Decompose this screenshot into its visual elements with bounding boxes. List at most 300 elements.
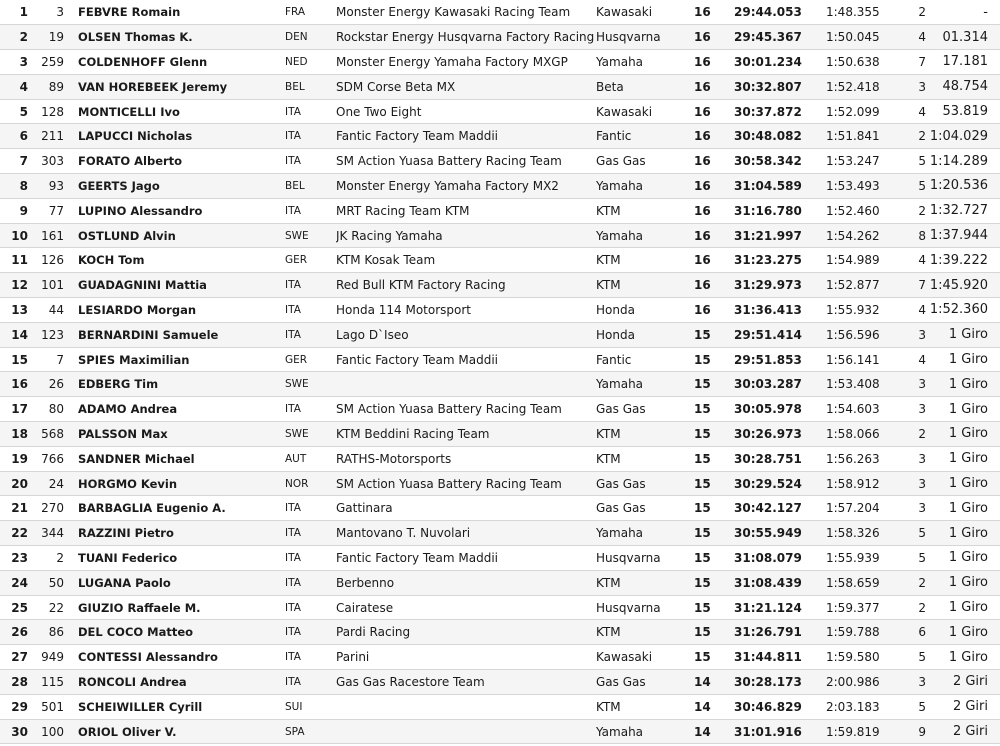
best-lap-number-cell: 3 (918, 674, 926, 689)
nationality-cell: ITA (285, 204, 301, 217)
position-cell: 20 (11, 476, 28, 491)
number-cell: 7 (56, 352, 64, 367)
laps-cell: 15 (694, 402, 711, 417)
gap-cell: 1 Giro (948, 476, 988, 492)
number-cell: 949 (41, 650, 64, 665)
best-lap-number-cell: 4 (918, 302, 926, 317)
table-row (0, 422, 1000, 447)
position-cell: 25 (11, 600, 28, 615)
team-cell: KTM Beddini Racing Team (336, 426, 490, 441)
total-time-cell: 30:01.234 (734, 54, 802, 69)
table-row (0, 124, 1000, 149)
position-cell: 1 (19, 5, 28, 20)
best-lap-time-cell: 2:00.986 (826, 674, 880, 689)
best-lap-time-cell: 1:52.460 (826, 203, 880, 218)
gap-cell: 1 Giro (948, 451, 988, 467)
total-time-cell: 31:21.124 (734, 600, 802, 615)
best-lap-time-cell: 1:56.141 (826, 352, 880, 367)
number-cell: 80 (48, 402, 64, 417)
laps-cell: 16 (694, 228, 711, 243)
laps-cell: 16 (694, 253, 711, 268)
number-cell: 128 (41, 104, 64, 119)
position-cell: 3 (19, 54, 28, 69)
best-lap-number-cell: 5 (918, 526, 926, 541)
motorcycle-cell: KTM (596, 575, 621, 590)
nationality-cell: GER (285, 353, 308, 366)
gap-cell: 1:45.920 (929, 277, 988, 293)
total-time-cell: 31:04.589 (734, 178, 802, 193)
laps-cell: 15 (694, 501, 711, 516)
best-lap-time-cell: 1:57.204 (826, 501, 880, 516)
motorcycle-cell: KTM (596, 253, 621, 268)
laps-cell: 14 (694, 724, 711, 739)
gap-cell: 1:37.944 (929, 228, 988, 244)
best-lap-number-cell: 3 (918, 327, 926, 342)
team-cell: Monster Energy Yamaha Factory MX2 (336, 178, 559, 193)
rider-name-cell: GUADAGNINI Mattia (78, 278, 207, 293)
motorcycle-cell: Gas Gas (596, 674, 646, 689)
best-lap-time-cell: 1:58.912 (826, 476, 880, 491)
team-cell: KTM Kosak Team (336, 253, 436, 268)
team-cell: Mantovano T. Nuvolari (336, 526, 471, 541)
total-time-cell: 30:32.807 (734, 79, 802, 94)
position-cell: 16 (11, 377, 28, 392)
total-time-cell: 31:44.811 (734, 650, 802, 665)
gap-cell: 2 Giri (952, 674, 988, 690)
best-lap-time-cell: 1:59.580 (826, 650, 880, 665)
best-lap-time-cell: 1:55.932 (826, 302, 880, 317)
total-time-cell: 31:08.079 (734, 550, 802, 565)
best-lap-number-cell: 2 (918, 5, 926, 20)
total-time-cell: 30:29.524 (734, 476, 802, 491)
nationality-cell: FRA (285, 6, 306, 19)
rider-name-cell: LUGANA Paolo (78, 575, 171, 590)
laps-cell: 15 (694, 327, 711, 342)
position-cell: 28 (11, 674, 28, 689)
gap-cell: 2 Giri (952, 699, 988, 715)
team-cell: Honda 114 Motorsport (336, 302, 471, 317)
best-lap-time-cell: 1:51.841 (826, 129, 880, 144)
position-cell: 5 (19, 104, 28, 119)
team-cell: Berbenno (336, 575, 395, 590)
team-cell: Monster Energy Kawasaki Racing Team (336, 5, 571, 20)
team-cell: SM Action Yuasa Battery Racing Team (336, 476, 562, 491)
best-lap-time-cell: 1:50.638 (826, 54, 880, 69)
best-lap-time-cell: 1:53.247 (826, 154, 880, 169)
motorcycle-cell: Yamaha (596, 724, 644, 739)
rider-name-cell: VAN HOREBEEK Jeremy (78, 79, 228, 94)
total-time-cell: 30:58.342 (734, 154, 802, 169)
table-row (0, 719, 1000, 744)
gap-cell: 1 Giro (948, 426, 988, 442)
nationality-cell: ITA (285, 675, 301, 688)
number-cell: 161 (41, 228, 64, 243)
team-cell: Rockstar Energy Husqvarna Factory Racing (336, 30, 595, 45)
laps-cell: 15 (694, 625, 711, 640)
gap-cell: 1 Giro (948, 649, 988, 665)
table-row (0, 645, 1000, 670)
number-cell: 568 (41, 426, 64, 441)
motorcycle-cell: Yamaha (596, 228, 644, 243)
nationality-cell: ITA (285, 576, 301, 589)
motorcycle-cell: Beta (596, 79, 624, 94)
best-lap-number-cell: 4 (918, 104, 926, 119)
total-time-cell: 29:45.367 (734, 30, 802, 45)
total-time-cell: 31:23.275 (734, 253, 802, 268)
best-lap-time-cell: 1:50.045 (826, 30, 880, 45)
position-cell: 21 (11, 501, 28, 516)
team-cell: One Two Eight (336, 104, 422, 119)
motorcycle-cell: Yamaha (596, 178, 644, 193)
best-lap-number-cell: 7 (918, 278, 926, 293)
motorcycle-cell: Gas Gas (596, 402, 646, 417)
best-lap-time-cell: 1:52.877 (826, 278, 880, 293)
rider-name-cell: SANDNER Michael (78, 451, 195, 466)
table-row (0, 471, 1000, 496)
nationality-cell: ITA (285, 105, 301, 118)
nationality-cell: SWE (285, 229, 309, 242)
number-cell: 101 (41, 278, 64, 293)
rider-name-cell: CONTESSI Alessandro (78, 650, 218, 665)
best-lap-time-cell: 1:54.603 (826, 402, 880, 417)
team-cell: Fantic Factory Team Maddii (336, 129, 498, 144)
motorcycle-cell: KTM (596, 426, 621, 441)
total-time-cell: 31:01.916 (734, 724, 802, 739)
position-cell: 10 (11, 228, 28, 243)
team-cell (336, 694, 596, 719)
best-lap-time-cell: 1:54.989 (826, 253, 880, 268)
rider-name-cell: RAZZINI Pietro (78, 526, 174, 541)
number-cell: 766 (41, 451, 64, 466)
best-lap-number-cell: 2 (918, 203, 926, 218)
best-lap-time-cell: 1:55.939 (826, 550, 880, 565)
gap-cell: 1 Giro (948, 624, 988, 640)
team-cell: Gattinara (336, 501, 393, 516)
position-cell: 14 (11, 327, 28, 342)
total-time-cell: 30:26.973 (734, 426, 802, 441)
total-time-cell: 29:51.414 (734, 327, 802, 342)
table-row (0, 670, 1000, 695)
best-lap-number-cell: 4 (918, 30, 926, 45)
table-row (0, 595, 1000, 620)
gap-cell: 1 Giro (948, 500, 988, 516)
position-cell: 2 (19, 30, 28, 45)
team-cell (336, 372, 596, 397)
best-lap-number-cell: 5 (918, 178, 926, 193)
nationality-cell: ITA (285, 155, 301, 168)
number-cell: 24 (48, 476, 64, 491)
total-time-cell: 30:46.829 (734, 699, 802, 714)
gap-cell: 1:52.360 (929, 302, 988, 318)
team-cell: Cairatese (336, 600, 394, 615)
table-row (0, 694, 1000, 719)
best-lap-number-cell: 2 (918, 600, 926, 615)
position-cell: 29 (11, 699, 28, 714)
motorcycle-cell: Husqvarna (596, 30, 661, 45)
motorcycle-cell: KTM (596, 451, 621, 466)
gap-cell: 1 Giro (948, 575, 988, 591)
number-cell: 344 (41, 526, 64, 541)
gap-cell: 01.314 (942, 29, 988, 45)
number-cell: 22 (48, 600, 64, 615)
nationality-cell: ITA (285, 601, 301, 614)
best-lap-number-cell: 9 (918, 724, 926, 739)
total-time-cell: 30:03.287 (734, 377, 802, 392)
rider-name-cell: DEL COCO Matteo (78, 625, 194, 640)
rider-name-cell: KOCH Tom (78, 253, 145, 268)
table-row (0, 620, 1000, 645)
nationality-cell: ITA (285, 403, 301, 416)
best-lap-time-cell: 1:59.377 (826, 600, 880, 615)
number-cell: 89 (48, 79, 64, 94)
best-lap-number-cell: 4 (918, 352, 926, 367)
best-lap-number-cell: 3 (918, 501, 926, 516)
motorcycle-cell: Kawasaki (596, 5, 653, 20)
gap-cell: 48.754 (942, 79, 988, 95)
nationality-cell: ITA (285, 527, 301, 540)
motorcycle-cell: Gas Gas (596, 501, 646, 516)
rider-name-cell: RONCOLI Andrea (78, 674, 187, 689)
total-time-cell: 30:42.127 (734, 501, 802, 516)
gap-cell: 1 Giro (948, 600, 988, 616)
number-cell: 93 (48, 178, 64, 193)
team-cell: MRT Racing Team KTM (336, 203, 470, 218)
best-lap-time-cell: 1:53.493 (826, 178, 880, 193)
position-cell: 13 (11, 302, 28, 317)
best-lap-time-cell: 1:58.066 (826, 426, 880, 441)
total-time-cell: 31:29.973 (734, 278, 802, 293)
motorcycle-cell: KTM (596, 203, 621, 218)
team-cell: SM Action Yuasa Battery Racing Team (336, 154, 562, 169)
laps-cell: 15 (694, 600, 711, 615)
team-cell (336, 719, 596, 744)
laps-cell: 16 (694, 129, 711, 144)
rider-name-cell: EDBERG Tim (78, 377, 159, 392)
number-cell: 77 (48, 203, 64, 218)
team-cell: SM Action Yuasa Battery Racing Team (336, 402, 562, 417)
laps-cell: 16 (694, 54, 711, 69)
laps-cell: 16 (694, 104, 711, 119)
number-cell: 259 (41, 54, 64, 69)
laps-cell: 15 (694, 550, 711, 565)
best-lap-number-cell: 3 (918, 377, 926, 392)
rider-name-cell: LUPINO Alessandro (78, 203, 203, 218)
gap-cell: 53.819 (942, 104, 988, 120)
table-row (0, 74, 1000, 99)
best-lap-number-cell: 3 (918, 476, 926, 491)
best-lap-time-cell: 1:59.819 (826, 724, 880, 739)
best-lap-time-cell: 1:52.418 (826, 79, 880, 94)
number-cell: 115 (41, 674, 64, 689)
team-cell: SDM Corse Beta MX (336, 79, 456, 94)
nationality-cell: ITA (285, 303, 301, 316)
table-row (0, 273, 1000, 298)
motorcycle-cell: Honda (596, 327, 635, 342)
gap-cell: 17.181 (942, 54, 988, 70)
gap-cell: 1 Giro (948, 327, 988, 343)
best-lap-number-cell: 6 (918, 625, 926, 640)
team-cell: Fantic Factory Team Maddii (336, 550, 498, 565)
position-cell: 15 (11, 352, 28, 367)
laps-cell: 16 (694, 278, 711, 293)
table-row (0, 521, 1000, 546)
rider-name-cell: SCHEIWILLER Cyrill (78, 699, 203, 714)
table-row (0, 322, 1000, 347)
position-cell: 24 (11, 575, 28, 590)
table-row (0, 397, 1000, 422)
total-time-cell: 30:05.978 (734, 402, 802, 417)
position-cell: 8 (19, 178, 28, 193)
best-lap-time-cell: 1:56.596 (826, 327, 880, 342)
laps-cell: 15 (694, 426, 711, 441)
best-lap-number-cell: 2 (918, 129, 926, 144)
number-cell: 126 (41, 253, 64, 268)
number-cell: 26 (48, 377, 64, 392)
total-time-cell: 31:26.791 (734, 625, 802, 640)
number-cell: 100 (41, 724, 64, 739)
gap-cell: 1 Giro (948, 352, 988, 368)
number-cell: 501 (41, 699, 64, 714)
number-cell: 19 (48, 30, 64, 45)
table-row (0, 198, 1000, 223)
total-time-cell: 30:48.082 (734, 129, 802, 144)
position-cell: 7 (19, 154, 28, 169)
position-cell: 19 (11, 451, 28, 466)
gap-cell: 2 Giri (952, 724, 988, 739)
number-cell: 270 (41, 501, 64, 516)
gap-cell: 1 Giro (948, 550, 988, 566)
gap-cell: - (983, 4, 988, 20)
table-row (0, 372, 1000, 397)
best-lap-time-cell: 2:03.183 (826, 699, 880, 714)
table-row (0, 223, 1000, 248)
nationality-cell: ITA (285, 551, 301, 564)
total-time-cell: 30:55.949 (734, 526, 802, 541)
best-lap-number-cell: 5 (918, 154, 926, 169)
best-lap-number-cell: 3 (918, 402, 926, 417)
table-row (0, 496, 1000, 521)
position-cell: 18 (11, 426, 28, 441)
nationality-cell: ITA (285, 279, 301, 292)
motorcycle-cell: Yamaha (596, 54, 644, 69)
number-cell: 123 (41, 327, 64, 342)
best-lap-time-cell: 1:59.788 (826, 625, 880, 640)
rider-name-cell: LAPUCCI Nicholas (78, 129, 193, 144)
table-row (0, 99, 1000, 124)
total-time-cell: 31:36.413 (734, 302, 802, 317)
best-lap-time-cell: 1:58.659 (826, 575, 880, 590)
total-time-cell: 29:51.853 (734, 352, 802, 367)
best-lap-time-cell: 1:56.263 (826, 451, 880, 466)
laps-cell: 16 (694, 302, 711, 317)
number-cell: 3 (56, 5, 64, 20)
best-lap-time-cell: 1:54.262 (826, 228, 880, 243)
best-lap-number-cell: 2 (918, 575, 926, 590)
motorcycle-cell: KTM (596, 699, 621, 714)
position-cell: 6 (19, 129, 28, 144)
laps-cell: 14 (694, 699, 711, 714)
nationality-cell: ITA (285, 502, 301, 515)
number-cell: 86 (48, 625, 64, 640)
rider-name-cell: FEBVRE Romain (78, 5, 181, 20)
laps-cell: 15 (694, 526, 711, 541)
position-cell: 12 (11, 278, 28, 293)
team-cell: Lago D`Iseo (336, 327, 409, 342)
best-lap-number-cell: 5 (918, 699, 926, 714)
position-cell: 4 (19, 79, 28, 94)
total-time-cell: 30:28.173 (734, 674, 802, 689)
laps-cell: 15 (694, 377, 711, 392)
laps-cell: 15 (694, 352, 711, 367)
rider-name-cell: BARBAGLIA Eugenio A. (78, 501, 226, 516)
gap-cell: 1 Giro (948, 376, 988, 392)
table-row (0, 0, 1000, 25)
laps-cell: 16 (694, 79, 711, 94)
table-row (0, 570, 1000, 595)
gap-cell: 1 Giro (948, 525, 988, 541)
gap-cell: 1:04.029 (929, 128, 988, 144)
total-time-cell: 30:28.751 (734, 451, 802, 466)
rider-name-cell: PALSSON Max (78, 426, 168, 441)
position-cell: 11 (11, 253, 28, 268)
motorcycle-cell: KTM (596, 625, 621, 640)
motorcycle-cell: Yamaha (596, 526, 644, 541)
motorcycle-cell: Yamaha (596, 377, 644, 392)
team-cell: Pardi Racing (336, 625, 411, 640)
total-time-cell: 31:21.997 (734, 228, 802, 243)
rider-name-cell: ADAMO Andrea (78, 402, 178, 417)
nationality-cell: ITA (285, 130, 301, 143)
best-lap-number-cell: 8 (918, 228, 926, 243)
rider-name-cell: GIUZIO Raffaele M. (78, 600, 201, 615)
number-cell: 211 (41, 129, 64, 144)
nationality-cell: BEL (285, 179, 305, 192)
rider-name-cell: HORGMO Kevin (78, 476, 178, 491)
laps-cell: 16 (694, 203, 711, 218)
best-lap-time-cell: 1:52.099 (826, 104, 880, 119)
laps-cell: 15 (694, 575, 711, 590)
motorcycle-cell: Fantic (596, 352, 632, 367)
rider-name-cell: COLDENHOFF Glenn (78, 54, 208, 69)
table-row (0, 446, 1000, 471)
laps-cell: 16 (694, 5, 711, 20)
total-time-cell: 31:16.780 (734, 203, 802, 218)
team-cell: Red Bull KTM Factory Racing (336, 278, 506, 293)
position-cell: 23 (11, 550, 28, 565)
number-cell: 303 (41, 154, 64, 169)
motorcycle-cell: Kawasaki (596, 650, 653, 665)
motorcycle-cell: Fantic (596, 129, 632, 144)
team-cell: Fantic Factory Team Maddii (336, 352, 498, 367)
nationality-cell: SPA (285, 725, 305, 738)
motorcycle-cell: Kawasaki (596, 104, 653, 119)
best-lap-time-cell: 1:53.408 (826, 377, 880, 392)
nationality-cell: ITA (285, 328, 301, 341)
table-row (0, 50, 1000, 75)
best-lap-number-cell: 5 (918, 550, 926, 565)
nationality-cell: NOR (285, 477, 309, 490)
gap-cell: 1 Giro (948, 401, 988, 417)
rider-name-cell: LESIARDO Morgan (78, 302, 197, 317)
team-cell: Gas Gas Racestore Team (336, 674, 485, 689)
rider-name-cell: OLSEN Thomas K. (78, 30, 193, 45)
nationality-cell: ITA (285, 626, 301, 639)
rider-name-cell: SPIES Maximilian (78, 352, 190, 367)
total-time-cell: 29:44.053 (734, 5, 802, 20)
team-cell: RATHS-Motorsports (336, 451, 452, 466)
best-lap-number-cell: 7 (918, 54, 926, 69)
laps-cell: 14 (694, 674, 711, 689)
